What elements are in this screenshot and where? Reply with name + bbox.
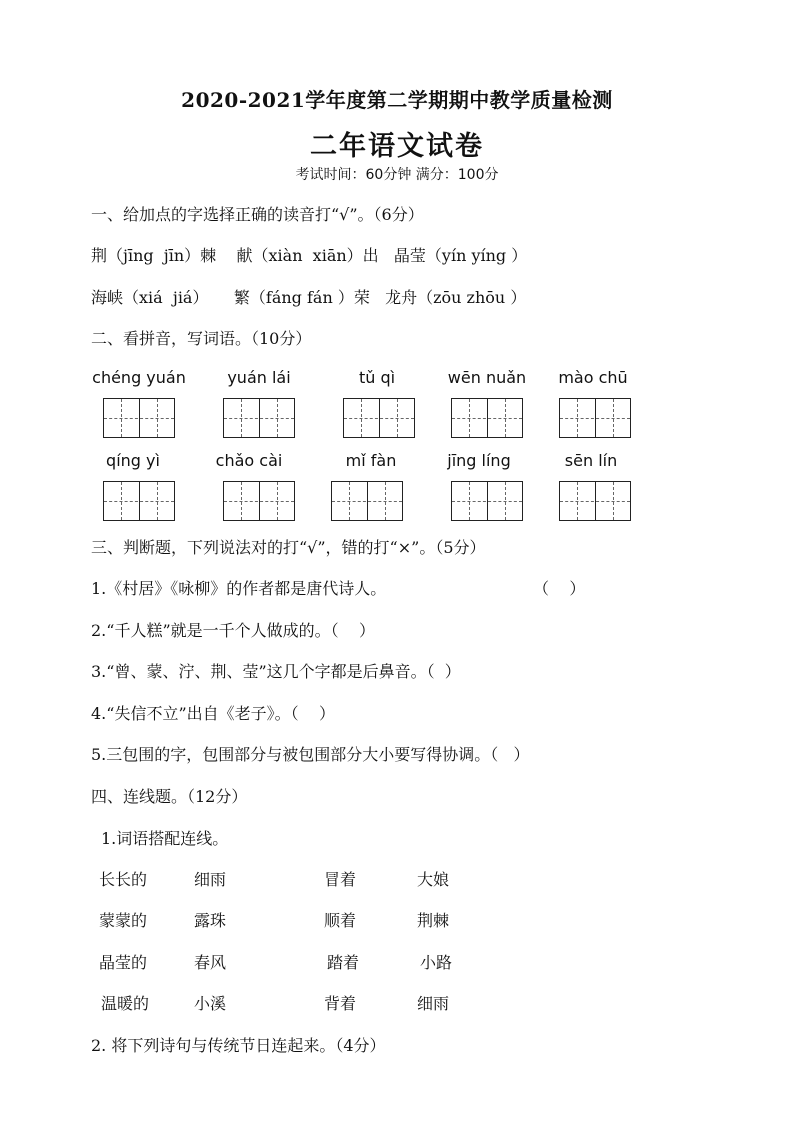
match-word[interactable]: 冒着 bbox=[324, 870, 357, 889]
section1-row2: 海峡（xiá jiá） 繁（fáng fán ）荣 龙舟（zōu zhōu ） bbox=[91, 288, 527, 307]
match-word[interactable]: 细雨 bbox=[417, 994, 450, 1013]
section1-heading: 一、给加点的字选择正确的读音打“√”。（6分） bbox=[91, 205, 424, 224]
section2-heading: 二、看拼音，写词语。（10分） bbox=[91, 329, 312, 348]
exam-title: 2020-2021学年度第二学期期中教学质量检测 bbox=[181, 88, 613, 112]
match-word[interactable]: 长长的 bbox=[99, 870, 148, 889]
writing-grid[interactable] bbox=[223, 481, 295, 521]
judgement-item: 3.“曾、蒙、泞、荆、莹”这几个字都是后鼻音。（ ） bbox=[91, 662, 461, 681]
judgement-item: 1.《村居》《咏柳》的作者都是唐代诗人。 bbox=[91, 579, 387, 598]
pinyin-label: tǔ qì bbox=[358, 368, 396, 387]
match-word[interactable]: 荆棘 bbox=[417, 911, 450, 930]
match-word[interactable]: 蒙蒙的 bbox=[99, 911, 148, 930]
writing-grid[interactable] bbox=[559, 398, 631, 438]
section1-row1: 荆（jīng jīn）棘 献（xiàn xiān）出 晶莹（yín yíng ） bbox=[91, 246, 528, 265]
writing-grid[interactable] bbox=[103, 481, 175, 521]
pinyin-label: yuán lái bbox=[227, 368, 291, 387]
exam-subtitle: 二年语文试卷 bbox=[310, 131, 484, 162]
pinyin-label: jīng líng bbox=[447, 451, 511, 470]
match-word[interactable]: 大娘 bbox=[417, 870, 450, 889]
pinyin-label: chǎo cài bbox=[215, 451, 283, 470]
match-word[interactable]: 小溪 bbox=[194, 994, 227, 1013]
match-word[interactable]: 踏着 bbox=[327, 953, 360, 972]
exam-info: 考试时间：60分钟 满分：100分 bbox=[295, 167, 499, 183]
judgement-item: 5.三包围的字，包围部分与被包围部分大小要写得协调。（ ） bbox=[91, 745, 530, 764]
answer-bracket[interactable]: （ ） bbox=[533, 579, 586, 598]
writing-grid[interactable] bbox=[223, 398, 295, 438]
match-word[interactable]: 背着 bbox=[324, 994, 357, 1013]
match-word[interactable]: 细雨 bbox=[194, 870, 227, 889]
section4-heading: 四、连线题。（12分） bbox=[91, 787, 248, 806]
pinyin-label: sēn lín bbox=[564, 451, 618, 470]
section4-sub1: 1.词语搭配连线。 bbox=[101, 829, 229, 848]
match-word[interactable]: 晶莹的 bbox=[99, 953, 148, 972]
writing-grid[interactable] bbox=[331, 481, 403, 521]
writing-grid[interactable] bbox=[103, 398, 175, 438]
writing-grid[interactable] bbox=[559, 481, 631, 521]
match-word[interactable]: 春风 bbox=[194, 953, 227, 972]
pinyin-label: chéng yuán bbox=[92, 368, 186, 387]
writing-grid[interactable] bbox=[343, 398, 415, 438]
pinyin-label: wēn nuǎn bbox=[447, 368, 527, 387]
judgement-item: 2.“千人糕”就是一千个人做成的。（ ） bbox=[91, 621, 375, 640]
match-word[interactable]: 温暖的 bbox=[101, 994, 150, 1013]
writing-grid[interactable] bbox=[451, 398, 523, 438]
pinyin-label: mǐ fàn bbox=[345, 451, 397, 470]
pinyin-label: qíng yì bbox=[106, 451, 160, 470]
writing-grid[interactable] bbox=[451, 481, 523, 521]
match-word[interactable]: 顺着 bbox=[324, 911, 357, 930]
judgement-item: 4.“失信不立”出自《老子》。（ ） bbox=[91, 704, 335, 723]
section3-heading: 三、判断题，下列说法对的打“√”，错的打“×”。（5分） bbox=[91, 538, 486, 557]
pinyin-label: mào chū bbox=[558, 368, 628, 387]
match-word[interactable]: 露珠 bbox=[194, 911, 227, 930]
section4-sub2: 2. 将下列诗句与传统节日连起来。（4分） bbox=[91, 1036, 386, 1055]
match-word[interactable]: 小路 bbox=[420, 953, 453, 972]
